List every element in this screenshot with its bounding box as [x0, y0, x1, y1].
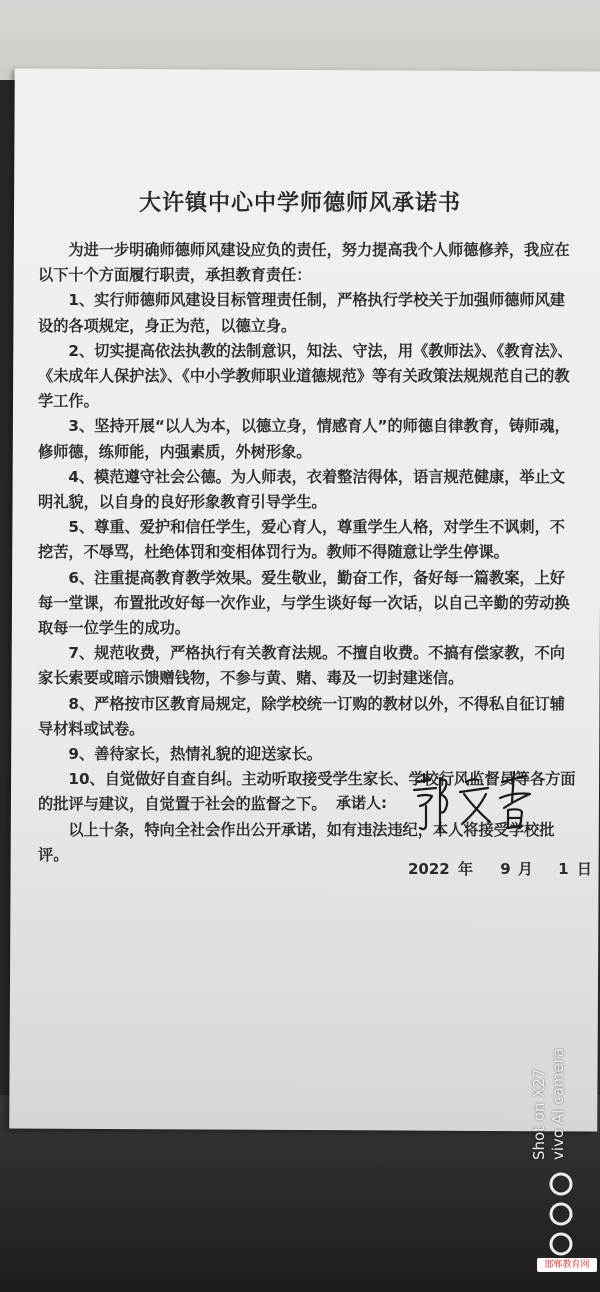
- date-day: 1: [558, 860, 569, 878]
- paragraph-item-7: 7、规范收费，严格执行有关教育法规。不擅自收费。不搞有偿家教，不向家长索要或暗示馈赠钱物，不参与黄、赌、毒及一切封建迷信。: [38, 644, 565, 688]
- date-day-unit: 日: [576, 860, 592, 878]
- camera-watermark-line2: vivo AI camera: [549, 1048, 567, 1160]
- paragraph-item-9: 9、善待家长，热情礼貌的迎送家长。: [68, 745, 322, 764]
- camera-watermark: [530, 1020, 570, 1160]
- date-month: 9: [500, 860, 511, 878]
- paragraph-item-5: 5、尊重、爱护和信任学生，爱心育人，尊重学生人格，对学生不讽刺，不挖苦，不辱骂，杜绝体罚和变相体罚行为。教师不得随意让学生停课。: [38, 518, 565, 562]
- paragraph-item-8: 8、严格按市区教育局规定，除学校统一订购的教材以外，不得私自征订辅导材料或试卷。: [38, 694, 565, 738]
- date-year: 2022: [408, 860, 450, 878]
- paragraph-item-6: 6、注重提高教育教学效果。爱生敬业，勤奋工作，备好每一篇教案，上好每一堂课，布置批改好每一次作业，与学生谈好每一次话，以自己辛勤的劳动换取每一位学生的成功。: [38, 568, 570, 638]
- paragraph-intro: 为进一步明确师德师风建设应负的责任，努力提高我个人师德修养，我应在以下十个方面履行职责，承担教育责任：: [38, 241, 570, 285]
- date-year-unit: 年: [457, 860, 473, 878]
- camera-watermark-line1: Shot on X27: [530, 1068, 548, 1160]
- paragraph-item-10: 10、自觉做好自查自纠。主动听取接受学生家长、学校行风监督员等各方面的批评与建议，自觉置于社会的监督之下。: [38, 770, 576, 814]
- handwritten-signature: [404, 768, 539, 838]
- document-title: 大许镇中心中学师德师风承诺书: [138, 191, 461, 216]
- date-month-unit: 月: [517, 860, 533, 878]
- site-badge: 邯郸教育网: [537, 1258, 597, 1272]
- paragraph-item-3: 3、坚持开展“以人为本，以德立身，情感育人”的师德自律教育，铸师魂，修师德，练师能，内强素质，外树形象。: [38, 417, 570, 461]
- document-date: [408, 858, 592, 879]
- paragraph-item-1: 1、实行师德师风建设目标管理责任制，严格执行学校关于加强师德师风建设的各项规定，身正为范，以德立身。: [38, 291, 565, 335]
- paragraph-closing: 以上十条，特向全社会作出公开承诺，如有违法违纪，本人将接受学校批评。: [38, 820, 555, 864]
- signer-label: 承诺人:: [336, 794, 387, 812]
- paragraph-item-2: 2、切实提高依法执教的法制意识，知法、守法，用《教师法》、《教育法》、《未成年人保护法》、《中小学教师职业道德规范》等有关政策法规规范自己的教学工作。: [38, 341, 573, 411]
- paragraph-item-4: 4、模范遵守社会公德。为人师表，衣着整洁得体，语言规范健康，举止文明礼貌，以自身的良好形象教育引导学生。: [38, 467, 565, 512]
